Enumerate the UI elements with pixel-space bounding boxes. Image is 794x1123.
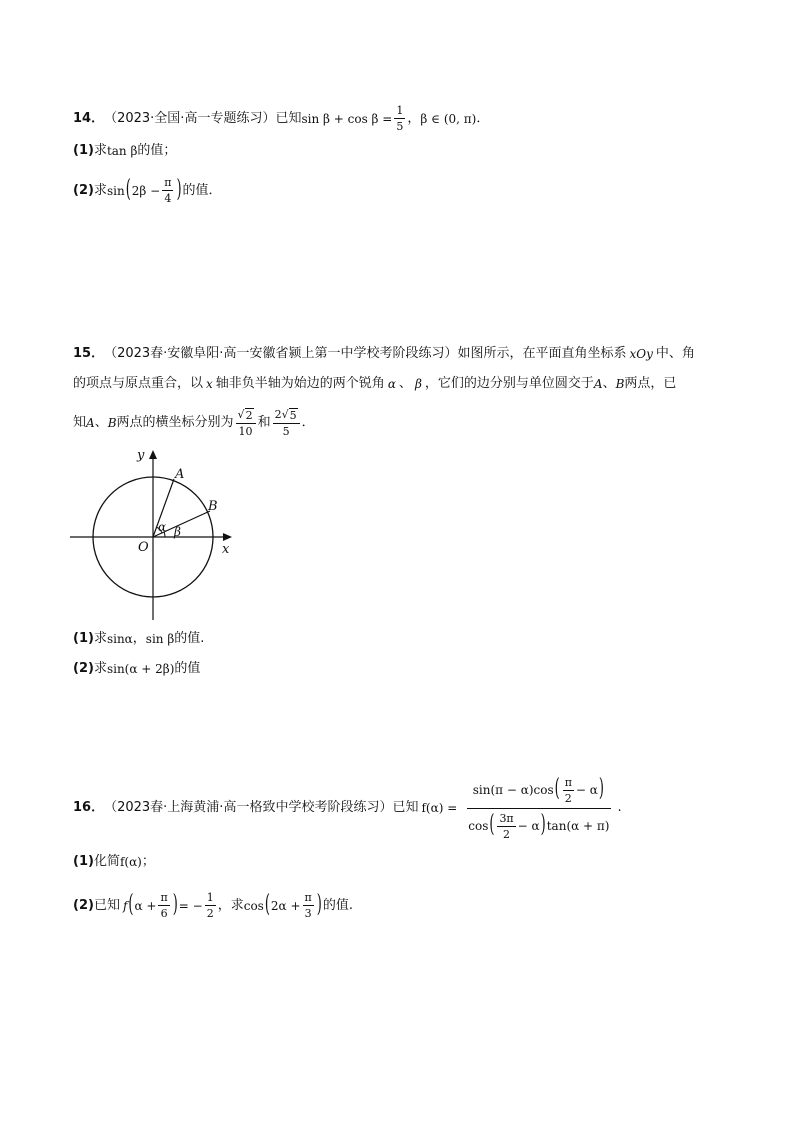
q14-stem-text: 已知 (275, 110, 302, 126)
right-paren: ) (316, 890, 322, 919)
q14-part1 (73, 142, 176, 160)
q14-part2-fraction-den: 4 (164, 192, 172, 205)
q15-part1-text: 求 (93, 631, 107, 646)
unit-circle-figure (70, 445, 240, 625)
q15-fraction-1-radicand: 2 (245, 409, 253, 422)
q14-part1-end: 的值； (137, 143, 177, 158)
q16-den-fraction-num: 3π (499, 811, 514, 825)
q16-part2-fraction-3-den: 3 (304, 907, 312, 920)
left-paren: ( (554, 774, 560, 804)
q15-line2-text: 的项点与原点重合，以 (73, 376, 204, 391)
q16-num-end: − α (575, 783, 598, 797)
q16-part1-expr: f(α) (119, 855, 142, 869)
q16-num-text: sin(π − α)cos (472, 783, 554, 797)
q16-part1 (73, 853, 155, 871)
q16-den-text: cos (468, 819, 489, 833)
q15-line3 (73, 408, 315, 438)
q15-sep-ab: 、 (602, 376, 616, 391)
q15-B: B (615, 377, 625, 391)
q16-den-end: tan(α + π) (546, 819, 610, 833)
q16-num-fraction-den: 2 (564, 791, 572, 805)
q15-line2-text-b: 轴非负半轴为始边的两个锐角 (215, 376, 385, 391)
q15-sep-ab-2: 、 (94, 415, 108, 430)
q16-den-mid: − α (517, 819, 540, 833)
q15-part1-expr1: sinα (106, 632, 133, 646)
label-y: y (137, 448, 145, 463)
q16-part2-cos: cos (243, 898, 264, 913)
q15-alpha: α (387, 377, 396, 391)
right-paren: ) (540, 810, 546, 840)
q14-part1-label: (1) (73, 143, 94, 158)
q15-part1 (73, 630, 204, 648)
q16-part2-text-b: ，求 (217, 897, 244, 913)
q15-fraction-1-num: √ 2 (236, 408, 256, 424)
q15-part2-end: 的值 (174, 661, 201, 676)
q14-part1-expr: tan β (106, 144, 138, 158)
right-paren: ) (172, 890, 178, 919)
q15-and: 和 (257, 415, 271, 430)
q14-sep: ， (407, 110, 421, 126)
q15-part2-expr: sin(α + 2β) (106, 662, 175, 676)
q15-part1-label: (1) (73, 631, 94, 646)
q15-line1-end: 中、角 (655, 346, 695, 361)
q16-big-fraction-den (462, 809, 615, 841)
q14-range: β ∈ (0, π) (420, 111, 477, 126)
q15-B-2: B (107, 416, 117, 430)
q16-part2-fraction-2-den: 2 (206, 907, 214, 920)
q15-A-2: A (86, 416, 95, 430)
q14-fraction-den: 5 (396, 120, 404, 133)
q14-part1-text: 求 (93, 143, 107, 158)
right-paren: ) (176, 175, 182, 204)
q16-part2-eq: = − (178, 898, 203, 913)
q16-part2-text: 已知 (93, 897, 120, 913)
q14-stem (73, 104, 489, 133)
q14-part2-sin: sin (106, 183, 125, 198)
q16-num-fraction (563, 776, 574, 805)
q16-part2-end: 的值. (322, 897, 353, 913)
label-beta: β (174, 525, 181, 539)
left-paren: ( (128, 890, 134, 919)
label-o: O (138, 540, 149, 555)
label-a: A (175, 467, 185, 482)
q16-stem-text: 已知 (392, 800, 419, 815)
q16-part1-label: (1) (73, 854, 94, 869)
q14-part2-text: 求 (93, 182, 107, 198)
q15-x: x (206, 377, 213, 391)
q16-part2-fraction-1 (158, 891, 169, 920)
q15-part1-end: 的值. (174, 631, 205, 646)
q16-big-fraction-num (467, 776, 611, 809)
x-axis-arrow-icon (223, 533, 232, 541)
q16-part2-fraction-1-den: 6 (160, 907, 168, 920)
y-axis-arrow-icon (149, 450, 157, 459)
q15-line1-text: 如图所示，在平面直角坐标系 (457, 346, 627, 361)
q15-line3-text: 知 (73, 415, 87, 430)
q15-fraction-2-den: 5 (282, 425, 290, 438)
q16-den-fraction (497, 812, 515, 841)
q15-fraction-2-num: 2 √ 5 (273, 408, 300, 424)
q16-part2-fraction-2-num: 1 (206, 891, 214, 904)
q16-part2-f: f (122, 898, 128, 913)
q16-part1-text: 化简 (93, 854, 120, 869)
q14-condition: sin β + cos β = (301, 111, 393, 126)
q14-part2-fraction-num: π (164, 176, 172, 189)
q16-part2-fraction-1-num: π (160, 891, 168, 904)
q15-source: （2023春·安徽阜阳·高一安徽省颍上第一中学校考阶段练习） (104, 346, 458, 361)
q16-number: 16． (73, 800, 105, 815)
q16-part1-end: ； (141, 854, 155, 869)
q15-fraction-1 (236, 408, 256, 438)
q16-part2-inner2: 2α + (270, 898, 301, 913)
left-paren: ( (489, 810, 495, 840)
q15-fraction-2 (273, 408, 300, 438)
q16-part2 (73, 891, 353, 920)
q14-number: 14． (73, 110, 105, 126)
q16-period: . (617, 800, 622, 815)
q15-part2-text: 求 (93, 661, 107, 676)
q14-part2-fraction (162, 176, 173, 205)
q16-big-fraction (462, 776, 615, 841)
q15-line3-end: ． (301, 415, 315, 430)
label-x: x (222, 542, 230, 557)
q14-period: ． (476, 110, 490, 126)
q15-line2 (73, 375, 676, 393)
q15-line2-end: 两点，已 (624, 376, 677, 391)
q15-part2-label: (2) (73, 661, 94, 676)
q15-A: A (593, 377, 603, 391)
q16-source: （2023春·上海黄浦·高一格致中学校考阶段练习） (104, 800, 393, 815)
q15-number: 15． (73, 346, 105, 361)
q16-f-alpha: f(α) = (421, 801, 458, 815)
left-paren: ( (264, 890, 270, 919)
q15-fraction-2-radicand: 5 (289, 409, 297, 422)
q14-part2 (73, 176, 222, 205)
q16-stem (73, 774, 622, 841)
q16-part2-fraction-3-num: π (304, 891, 312, 904)
label-alpha: α (158, 520, 167, 534)
q15-comma: 、 (398, 376, 412, 391)
q15-fraction-1-den: 10 (238, 425, 253, 438)
q14-part2-end: 的值． (182, 182, 222, 198)
q14-fraction-num: 1 (396, 104, 404, 117)
q16-part2-inner: α + (134, 898, 157, 913)
q16-part2-fraction-3 (303, 891, 314, 920)
q16-den-fraction-den: 2 (503, 827, 511, 841)
q14-part2-inner: 2β − (131, 183, 161, 198)
q14-part2-label: (2) (73, 182, 94, 198)
q16-num-fraction-num: π (564, 775, 572, 789)
q15-fraction-2-coef: 2 (274, 408, 282, 421)
q14-fraction (394, 104, 405, 133)
right-paren: ) (598, 774, 604, 804)
left-paren: ( (125, 175, 131, 204)
q16-part2-fraction-2 (205, 891, 216, 920)
q15-part1-expr2: sin β (145, 632, 175, 646)
q15-beta: β (414, 377, 422, 391)
q16-part2-label: (2) (73, 897, 94, 913)
q15-line1 (73, 345, 695, 363)
q14-source: （2023·全国·高一专题练习） (104, 110, 276, 126)
q15-line2-text-c: ，它们的边分别与单位圆交于 (424, 376, 594, 391)
q15-xoy: xOy (629, 347, 653, 361)
q15-part1-sep: ， (132, 631, 146, 646)
q15-part2 (73, 660, 200, 678)
q15-line3-text-b: 两点的横坐标分别为 (116, 415, 234, 430)
label-b: B (208, 499, 218, 514)
